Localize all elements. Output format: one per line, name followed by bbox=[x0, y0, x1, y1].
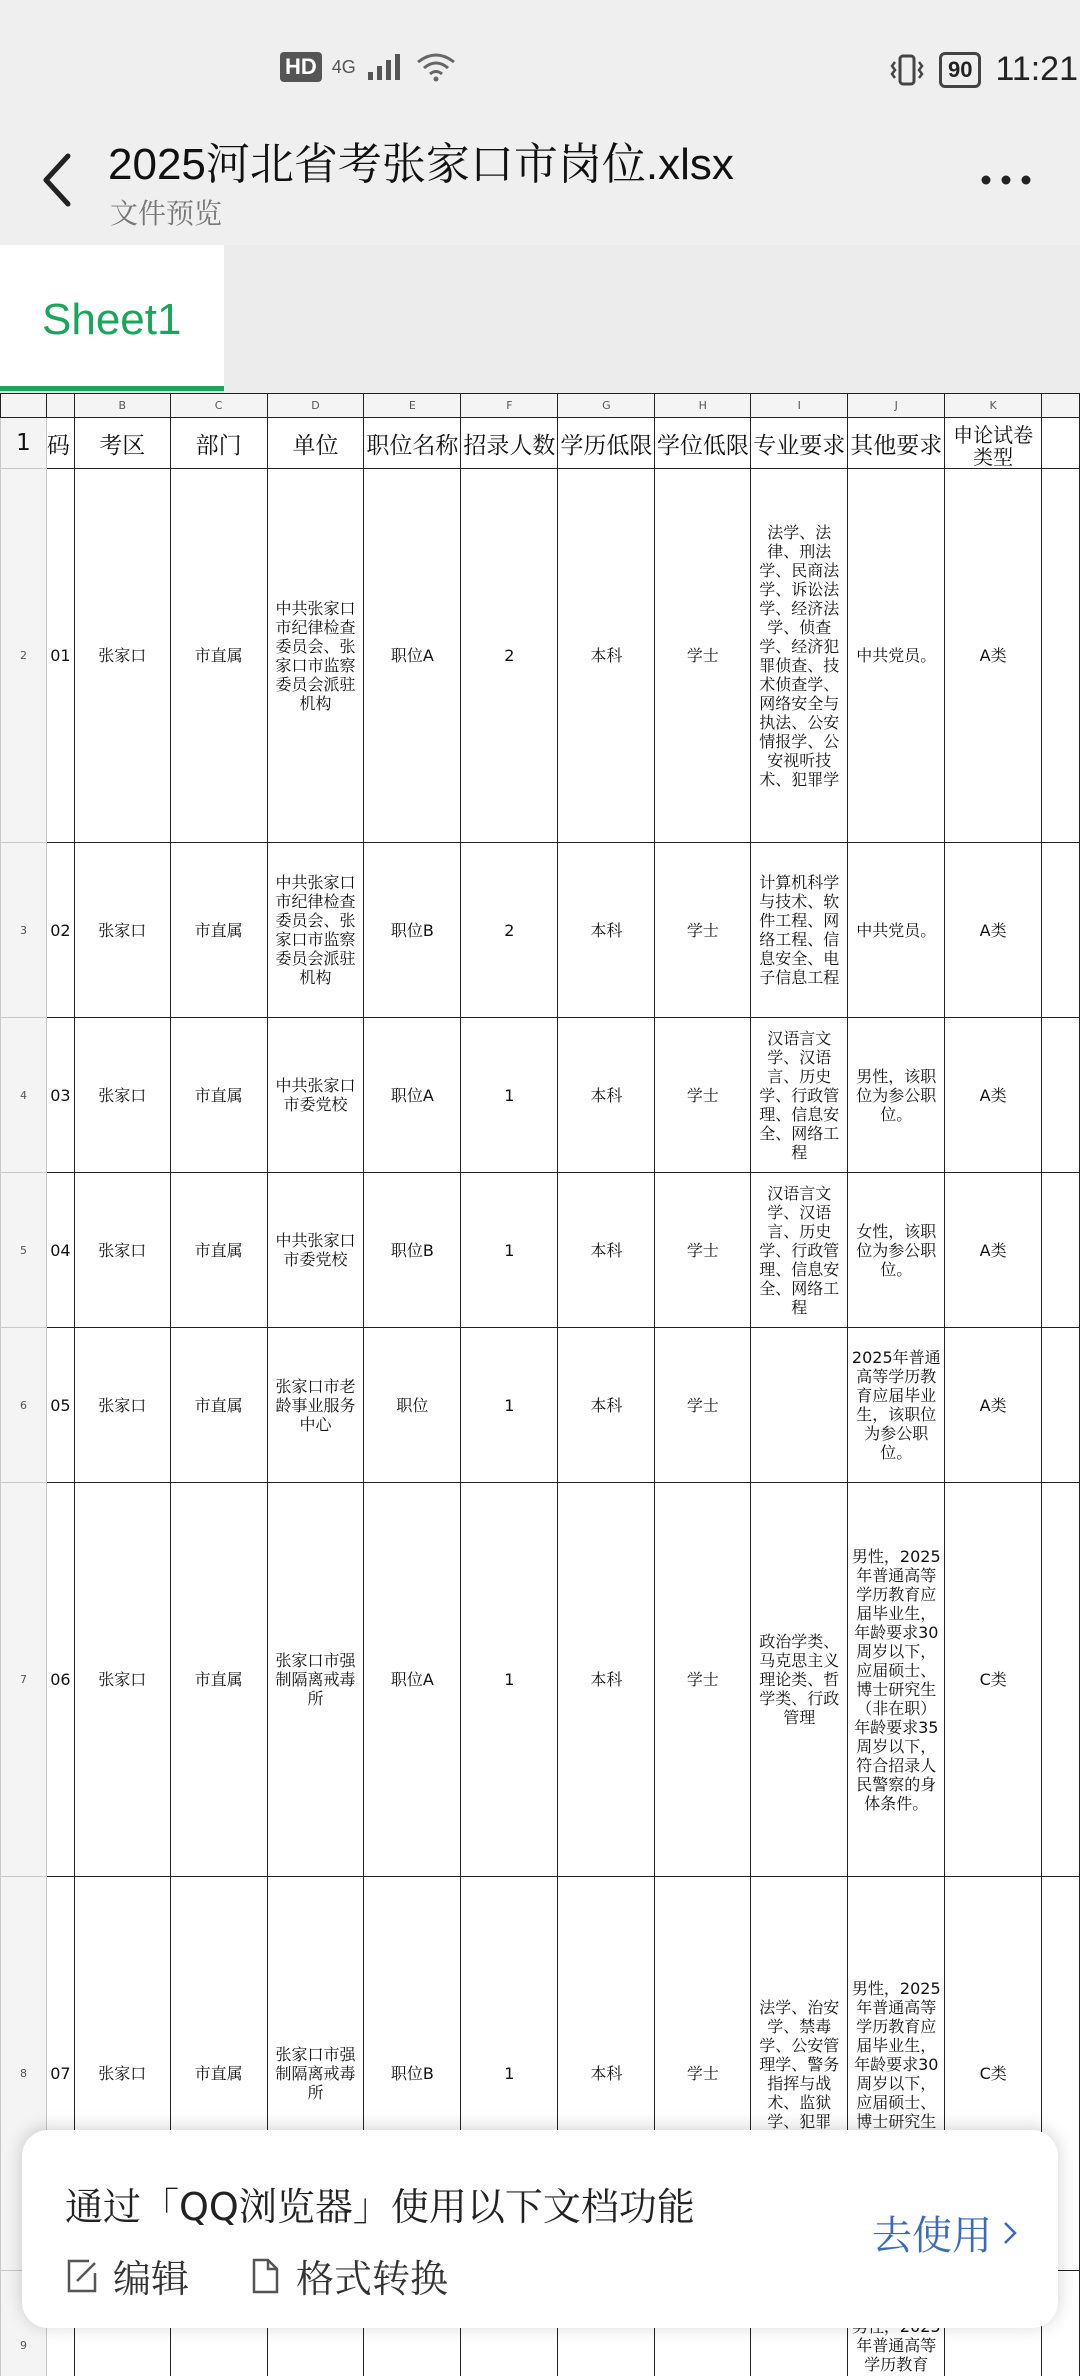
header-cell-department[interactable]: 部门 bbox=[170, 418, 267, 469]
cell-major[interactable]: 计算机科学与技术、软件工程、网络工程、信息安全、电子信息工程 bbox=[751, 843, 848, 1018]
row-number[interactable]: 7 bbox=[1, 1483, 47, 1877]
cell-min-education[interactable]: 本科 bbox=[558, 843, 655, 1018]
header-cell-other[interactable]: 其他要求 bbox=[848, 418, 945, 469]
cell-position-name[interactable]: 职位A bbox=[364, 1483, 461, 1877]
header-cell-code[interactable]: 码 bbox=[46, 418, 74, 469]
cell-major[interactable]: 汉语言文学、汉语言、历史学、行政管理、信息安全、网络工程 bbox=[751, 1173, 848, 1328]
table-row bbox=[1, 469, 1080, 843]
empty-cell[interactable] bbox=[1042, 1173, 1080, 1328]
sheet-table bbox=[0, 393, 1080, 2376]
battery-icon: 90 bbox=[939, 52, 981, 88]
column-letter[interactable]: J bbox=[848, 394, 945, 418]
row-number[interactable]: 3 bbox=[1, 843, 47, 1018]
column-letter[interactable]: G bbox=[558, 394, 655, 418]
cell-paper-type[interactable]: A类 bbox=[945, 469, 1042, 843]
cell-unit[interactable]: 中共张家口市纪律检查委员会、张家口市监察委员会派驻机构 bbox=[267, 469, 364, 843]
cell-exam-area[interactable]: 张家口 bbox=[74, 1173, 170, 1328]
cell-code[interactable]: 07 bbox=[46, 1877, 74, 2271]
format-convert-button[interactable] bbox=[248, 2248, 448, 2303]
popup-title: 通过「QQ浏览器」使用以下文档功能 bbox=[65, 2185, 695, 2229]
cell-position-name[interactable]: 职位A bbox=[364, 469, 461, 843]
table-row bbox=[1, 843, 1080, 1018]
cell-exam-area[interactable]: 张家口 bbox=[74, 469, 170, 843]
cell-other[interactable]: 女性，该职位为参公职位。 bbox=[848, 1173, 945, 1328]
cell-position-name[interactable]: 职位A bbox=[364, 1018, 461, 1173]
cell-major[interactable]: 汉语言文学、汉语言、历史学、行政管理、信息安全、网络工程 bbox=[751, 1018, 848, 1173]
cell-other[interactable]: 2025年普通高等学历教育应届毕业生，该职位为参公职位。 bbox=[848, 1328, 945, 1483]
row-number[interactable]: 6 bbox=[1, 1328, 47, 1483]
empty-cell[interactable] bbox=[1042, 1018, 1080, 1173]
cell-department[interactable]: 市直属 bbox=[170, 843, 267, 1018]
document-icon bbox=[248, 2257, 282, 2295]
empty-cell[interactable] bbox=[1042, 1483, 1080, 1877]
cell-min-degree[interactable]: 学士 bbox=[655, 469, 751, 843]
wifi-icon bbox=[416, 52, 456, 82]
column-letter[interactable]: I bbox=[751, 394, 848, 418]
cell-department[interactable]: 市直属 bbox=[170, 1483, 267, 1877]
cell-headcount[interactable]: 1 bbox=[461, 1173, 558, 1328]
header-cell-exam-area[interactable]: 考区 bbox=[74, 418, 170, 469]
header-cell-paper-type[interactable]: 申论试卷类型 bbox=[945, 418, 1042, 469]
row-number[interactable]: 9 bbox=[1, 2271, 47, 2376]
cell-min-education[interactable]: 本科 bbox=[558, 1483, 655, 1877]
cell-paper-type[interactable]: C类 bbox=[945, 1483, 1042, 1877]
row-number[interactable]: 8 bbox=[1, 1877, 47, 2271]
header-cell-major[interactable]: 专业要求 bbox=[751, 418, 848, 469]
row-number[interactable]: 1 bbox=[1, 418, 47, 469]
edit-button[interactable] bbox=[65, 2248, 189, 2303]
qq-browser-popup bbox=[22, 2130, 1058, 2328]
column-letter[interactable]: K bbox=[945, 394, 1042, 418]
vibrate-icon bbox=[889, 54, 925, 86]
edit-label: 编辑 bbox=[113, 2257, 190, 2301]
file-title: 2025河北省考张家口市岗位.xlsx bbox=[108, 140, 734, 189]
cell-position-name[interactable]: 职位B bbox=[364, 1877, 461, 2271]
column-letter[interactable]: E bbox=[364, 394, 461, 418]
row-number[interactable]: 5 bbox=[1, 1173, 47, 1328]
cell-headcount[interactable]: 1 bbox=[461, 1328, 558, 1483]
cell-exam-area[interactable]: 张家口 bbox=[74, 1483, 170, 1877]
clock: 11:21 bbox=[995, 50, 1078, 88]
cell-headcount[interactable]: 2 bbox=[461, 843, 558, 1018]
active-tab-indicator bbox=[0, 386, 224, 391]
cell-exam-area[interactable]: 张家口 bbox=[74, 843, 170, 1018]
table-row bbox=[1, 1173, 1080, 1328]
cell-min-education[interactable]: 本科 bbox=[558, 469, 655, 843]
cell-min-education[interactable]: 本科 bbox=[558, 1328, 655, 1483]
cell-code[interactable]: 06 bbox=[46, 1483, 74, 1877]
cell-exam-area[interactable]: 张家口 bbox=[74, 1328, 170, 1483]
cell-min-education[interactable]: 本科 bbox=[558, 1877, 655, 2271]
column-letter[interactable]: F bbox=[461, 394, 558, 418]
cell-major[interactable]: 法学、治安学、禁毒学、公安管理学、警务指挥与战术、监狱学、犯罪 bbox=[751, 1877, 848, 2271]
cell-major[interactable]: 法学、法律、刑法学、民商法学、诉讼法学、经济法学、侦查学、经济犯罪侦查、技术侦查学、网络安全与执法、公安情报学、公安视听技术、犯罪学 bbox=[751, 469, 848, 843]
file-subtitle: 文件预览 bbox=[110, 197, 223, 230]
cell-department[interactable]: 市直属 bbox=[170, 1173, 267, 1328]
cell-paper-type[interactable]: A类 bbox=[945, 1328, 1042, 1483]
column-header-row bbox=[1, 394, 1080, 418]
cell-headcount[interactable]: 1 bbox=[461, 1018, 558, 1173]
cell-exam-area[interactable]: 张家口 bbox=[74, 1018, 170, 1173]
empty-cell[interactable] bbox=[1042, 1328, 1080, 1483]
network-type: 4G bbox=[331, 57, 356, 77]
empty-cell[interactable] bbox=[1042, 469, 1080, 843]
cell-other[interactable]: 年普通高等学历教育 bbox=[848, 2271, 945, 2376]
cell-code[interactable]: 02 bbox=[46, 843, 74, 1018]
cell-unit[interactable]: 张家口市老龄事业服务中心 bbox=[267, 1328, 364, 1483]
cell-major[interactable]: 政治学类、马克思主义理论类、哲学类、行政管理 bbox=[751, 1483, 848, 1877]
row-number[interactable]: 4 bbox=[1, 1018, 47, 1173]
cell-headcount[interactable]: 2 bbox=[461, 469, 558, 843]
cell-min-degree[interactable]: 学士 bbox=[655, 1483, 751, 1877]
chevron-right-icon bbox=[1002, 2220, 1018, 2246]
cell-min-degree[interactable]: 学士 bbox=[655, 1328, 751, 1483]
table-row bbox=[1, 1483, 1080, 1877]
corner-cell bbox=[1, 394, 47, 418]
cell-other[interactable]: 男性，2025年普通高等学历教育应届毕业生，年龄要求30周岁以下，应届硕士、博士研究生（非在职）年龄要求35周岁以下，符合招录人民警察的身体条件。 bbox=[848, 1483, 945, 1877]
table-body bbox=[1, 469, 1080, 2376]
hd-badge: HD bbox=[280, 52, 322, 82]
cell-unit[interactable]: 张家口市强制隔离戒毒所 bbox=[267, 1877, 364, 2271]
cell-code[interactable]: 03 bbox=[46, 1018, 74, 1173]
cell-min-education[interactable]: 本科 bbox=[558, 1173, 655, 1328]
empty-cell[interactable] bbox=[1042, 418, 1080, 469]
cell-unit[interactable]: 中共张家口市委党校 bbox=[267, 1173, 364, 1328]
cell-department[interactable]: 市直属 bbox=[170, 1877, 267, 2271]
cell-other[interactable]: 男性，2025年普通高等学历教育应届毕业生，年龄要求30周岁以下，应届硕士、博士研究生 bbox=[848, 1877, 945, 2271]
cell-min-degree[interactable]: 学士 bbox=[655, 1018, 751, 1173]
cell-min-degree[interactable]: 学士 bbox=[655, 843, 751, 1018]
cell-min-degree[interactable]: 学士 bbox=[655, 1877, 751, 2271]
header-cell-position-name[interactable]: 职位名称 bbox=[364, 418, 461, 469]
sheet-tab-label: Sheet1 bbox=[42, 295, 182, 344]
header-cell-headcount[interactable]: 招录人数 bbox=[461, 418, 558, 469]
cell-department[interactable]: 市直属 bbox=[170, 1018, 267, 1173]
cell-headcount[interactable]: 1 bbox=[461, 1877, 558, 2271]
cell-headcount[interactable]: 1 bbox=[461, 1483, 558, 1877]
table-row bbox=[1, 1018, 1080, 1173]
cell-position-name[interactable]: 职位 bbox=[364, 1328, 461, 1483]
use-now-label: 去使用 bbox=[872, 2213, 992, 2259]
column-letter[interactable]: H bbox=[655, 394, 751, 418]
row-number[interactable]: 2 bbox=[1, 469, 47, 843]
spreadsheet-grid[interactable] bbox=[0, 393, 1080, 2376]
cell-min-education[interactable]: 本科 bbox=[558, 1018, 655, 1173]
cell-code[interactable]: 04 bbox=[46, 1173, 74, 1328]
cell-position-name[interactable]: 职位B bbox=[364, 843, 461, 1018]
more-options-icon[interactable] bbox=[978, 160, 1034, 200]
header-cell-min-education[interactable]: 学历低限 bbox=[558, 418, 655, 469]
column-letter[interactable] bbox=[1042, 394, 1080, 418]
cell-department[interactable]: 市直属 bbox=[170, 469, 267, 843]
header-cell-min-degree[interactable]: 学位低限 bbox=[655, 418, 751, 469]
column-letter[interactable] bbox=[46, 394, 74, 418]
table-row bbox=[1, 1328, 1080, 1483]
cell-unit[interactable]: 中共张家口市纪律检查委员会、张家口市监察委员会派驻机构 bbox=[267, 843, 364, 1018]
cell-code[interactable]: 01 bbox=[46, 469, 74, 843]
cell-other[interactable]: 中共党员。 bbox=[848, 469, 945, 843]
cell-position-name[interactable]: 职位B bbox=[364, 1173, 461, 1328]
use-now-button[interactable] bbox=[872, 2204, 1018, 2261]
cell-exam-area[interactable]: 张家口 bbox=[74, 1877, 170, 2271]
header-cell-unit[interactable]: 单位 bbox=[267, 418, 364, 469]
empty-cell[interactable] bbox=[1042, 843, 1080, 1018]
cell-paper-type[interactable]: A类 bbox=[945, 1173, 1042, 1328]
column-letter[interactable]: C bbox=[170, 394, 267, 418]
format-convert-label: 格式转换 bbox=[296, 2257, 449, 2301]
column-letter[interactable]: D bbox=[267, 394, 364, 418]
cell-paper-type[interactable]: C类 bbox=[945, 1877, 1042, 2271]
cell-unit[interactable]: 中共张家口市委党校 bbox=[267, 1018, 364, 1173]
cell-other[interactable]: 男性，该职位为参公职位。 bbox=[848, 1018, 945, 1173]
cell-department[interactable]: 市直属 bbox=[170, 1328, 267, 1483]
cell-paper-type[interactable]: A类 bbox=[945, 843, 1042, 1018]
cell-min-degree[interactable]: 学士 bbox=[655, 1173, 751, 1328]
cell-unit[interactable]: 张家口市强制隔离戒毒所 bbox=[267, 1483, 364, 1877]
table-header-row bbox=[1, 418, 1080, 469]
cell-paper-type[interactable]: A类 bbox=[945, 1018, 1042, 1173]
status-bar bbox=[0, 0, 1080, 140]
tab-sheet1[interactable] bbox=[0, 245, 224, 391]
column-letter[interactable]: B bbox=[74, 394, 170, 418]
cell-other[interactable]: 中共党员。 bbox=[848, 843, 945, 1018]
edit-icon bbox=[65, 2257, 99, 2295]
cell-code[interactable]: 05 bbox=[46, 1328, 74, 1483]
back-arrow-icon[interactable] bbox=[38, 150, 74, 210]
cell-major[interactable] bbox=[751, 1328, 848, 1483]
signal-icon bbox=[366, 52, 406, 82]
